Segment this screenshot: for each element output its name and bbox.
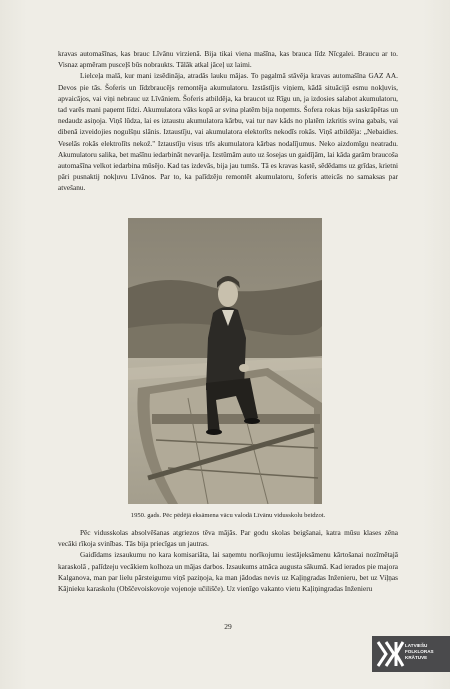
paragraph: Gaidīdams izsaukumu no kara komisariāta, lai saņemtu norīkojumu iestājeksāmenu kārtošanai nozīmētajā karaskolā , palīdzeju vecākiem kolhoza un mājas darbos. Izsaukums atnāca augusta sākumā. Kad ierados pie majora Kalganova, man par lielu pārsteigumu viņš paziņoja, ka man jādodas nevis uz Kaļiņgradas Inženieru, bet uz Viļņas Kājnieku karaskolu (Obščevoiskovoje vojenoje učilišče). Uz vienīgo vakanto vietu Kaļiņingradas Inženieru	[58, 550, 398, 594]
archive-name-line: FOLKLORAS	[405, 649, 434, 654]
archive-name-line: KRĀTUVE	[405, 655, 428, 660]
paragraph: Pēc vidusskolas absolvēšanas atgriezos tēva mājās. Par godu skolas beigšanai, katra mūsu klases zēna vecāki rīkoja svinības. Tās bija priecīgas un jautras.	[58, 528, 398, 549]
paragraph: kravas automašīnas, kas brauc Līvānu virzienā. Bija tikai viena mašīna, kas brauca līdz Nīcgalei. Braucu ar to. Visnaz apmēram pusceļš būs nobraukts. Tālāk atkal jāceļ uz laimi.	[58, 49, 398, 70]
paragraph: Lielceļa malā, kur mani izsēdināja, atradās lauku mājas. To pagalmā stāvēja kravas automašīna GAZ AA. Devos pie tās. Šoferis un līdzbraucējs remontēja akumulatoru. Izstāstījis viņiem, kādā situācijā esmu nokļuvis, apvaicājos, vai viņi nebrauc uz Līvāniem. Šoferis atbildēja, ka braucot uz Rīgu un, ja izdosies salabot akumulatoru, tad varēs mani paņemt līdzi. Akumulatora vāks kopā ar svina platēm bija noņemts. Šofera rokas bija saskrāpētas un nedaudz asiņoja. Viņš lūdza, lai es iztaustu akumulatora kārbu, vai tur nav kāds no platēm izkritis svina gabals, vai dibenā izveidojies nogulšņu slānis. Iztaustīju, vai akumulatora elektorīts nekodīs rokās. Viņš atbildēja: „Nebaidies. Veselās rokās elektrolīts nekož." Iztaustīju visus trīs akumulatora kārbas nodalījumus. Neko aizdomīgu neatradu. Akumulatoru salika, bet mašīnu iedarbināt nevarēja. Izstūmām auto uz šosejas un gaidījām, lai kāda garām braucoša automašīna velkot iedarbina mūsējo. Kad tas izdevās, bija jau tumšs. Tā es kravas kastē, sēdēdams uz grīdas, krietni pāri pusnaktij nokļuvu Līvānos. Par to, ka palīdzēju remontēt akumulatoru, šoferis atteicās no samaksas par atvešanu.	[58, 71, 398, 193]
graduation-photo	[128, 218, 322, 504]
body-text-bottom	[58, 527, 398, 594]
body-text-top	[58, 48, 398, 194]
archive-name	[405, 643, 450, 661]
archive-name-line: LATVIEŠU	[405, 643, 428, 648]
photo-caption: 1950. gads. Pēc pēdējā eksāmena vācu valodā Līvānu vidusskolu beidzot.	[130, 512, 326, 519]
page-number: 29	[224, 622, 232, 631]
